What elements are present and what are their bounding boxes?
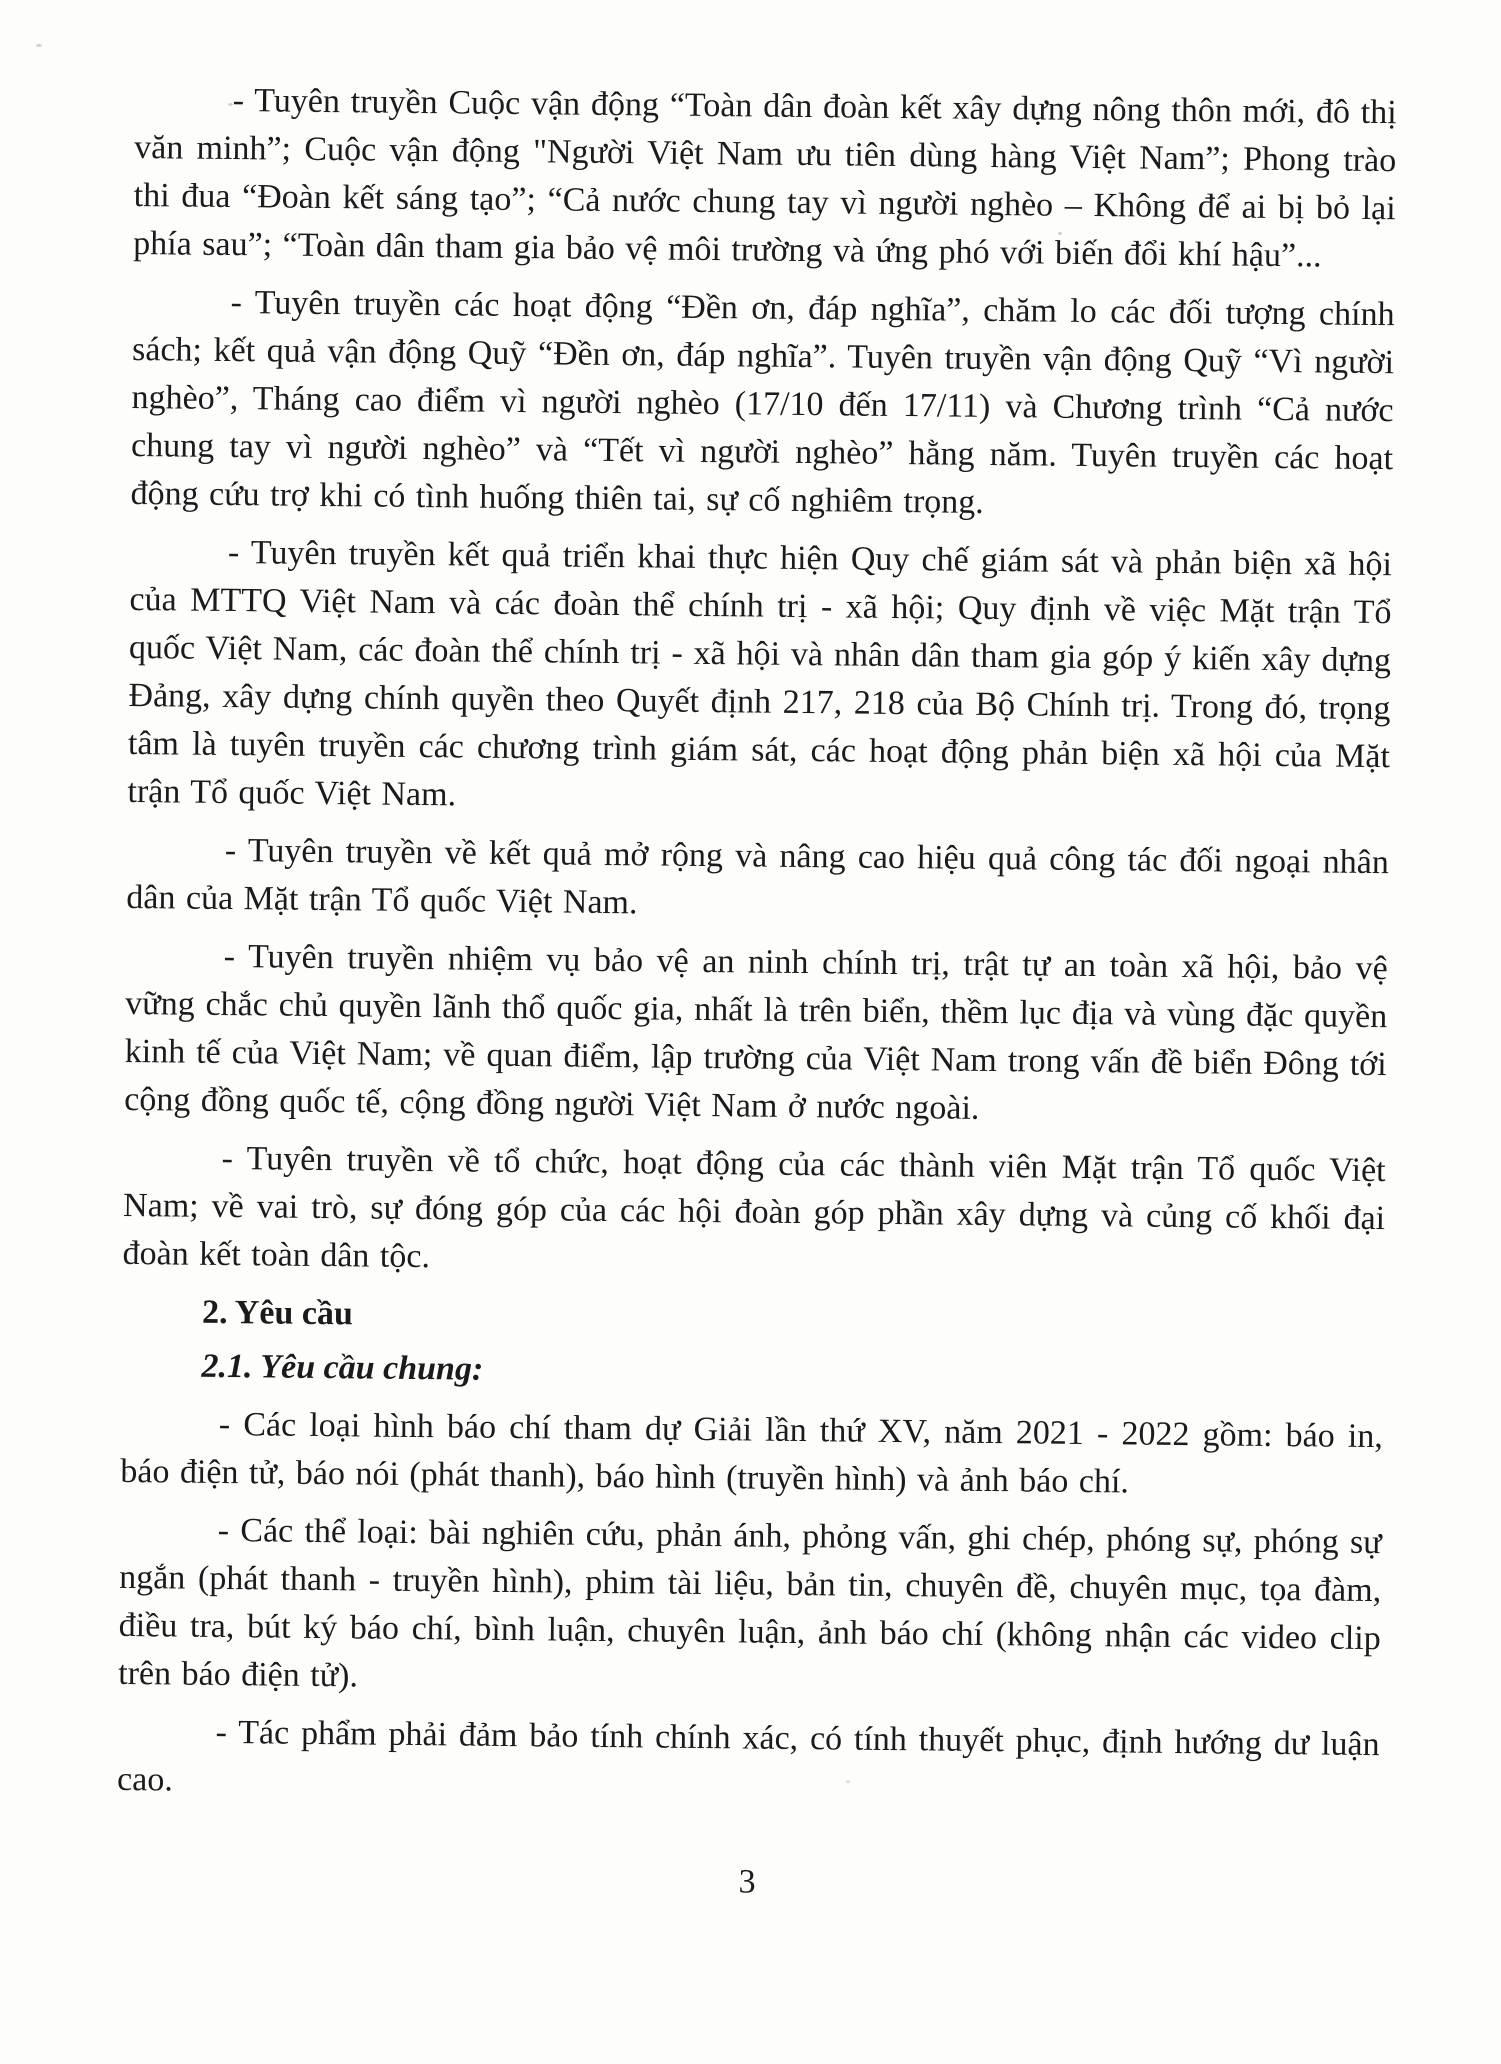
paragraph-gratitude-activities: - Tuyên truyền các hoạt động “Đền ơn, đáp nghĩa”, chăm lo các đối tượng chính sách; kết quả vận động Quỹ “Đền ơn, đáp nghĩa”. Tuyên truyền vận động Quỹ “Vì người nghèo”, Tháng cao điểm vì người nghèo (17/10 đến 17/11) và Chương trình “Cả nước chung tay vì người nghèo” và “Tết vì người nghèo” hằng năm. Tuyên truyền các hoạt động cứu trợ khi có tình huống thiên tai, sự cố nghiêm trọng. (130, 284, 1395, 521)
scan-speckle (36, 44, 42, 47)
page-content (116, 76, 1397, 1909)
paragraph-foreign-affairs: - Tuyên truyền về kết quả mở rộng và nâng cao hiệu quả công tác đối ngoại nhân dân của Mặt trận Tổ quốc Việt Nam. (126, 831, 1390, 922)
paragraph-member-organizations: - Tuyên truyền về tổ chức, hoạt động của các thành viên Mặt trận Tổ quốc Việt Nam; về vai trò, sự đóng góp của các hội đoàn góp phần xây dựng và củng cố khối đại đoàn kết toàn dân tộc. (122, 1139, 1386, 1276)
paragraph-national-security: - Tuyên truyền nhiệm vụ bảo vệ an ninh chính trị, trật tự an toàn xã hội, bảo vệ vững chắc chủ quyền lãnh thổ quốc gia, nhất là trên biển, thềm lục địa và vùng đặc quyền kinh tế của Việt Nam; về quan điểm, lập trường của Việt Nam trong vấn đề biển Đông tới cộng đồng quốc tế, cộng đồng người Việt Nam ở nước ngoài. (124, 937, 1388, 1127)
subsection-heading-general-requirements: 2.1. Yêu cầu chung: (201, 1347, 484, 1388)
paragraph-supervision-results: - Tuyên truyền kết quả triển khai thực hiện Quy chế giám sát và phản biện xã hội của MTTQ Việt Nam và các đoàn thể chính trị - xã hội; Quy định về việc Mặt trận Tổ quốc Việt Nam, các đoàn thể chính trị - xã hội và nhân dân tham gia góp ý kiến xây dựng Đảng, xây dựng chính quyền theo Quyết định 217, 218 của Bộ Chính trị. Trong đó, trọng tâm là tuyên truyền các chương trình giám sát, các hoạt động phản biện xã hội của Mặt trận Tổ quốc Việt Nam. (127, 534, 1393, 814)
paragraph-press-types: - Các loại hình báo chí tham dự Giải lần thứ XV, năm 2021 - 2022 gồm: báo in, báo điện tử, báo nói (phát thanh), báo hình (truyền hình) và ảnh báo chí. (120, 1405, 1384, 1501)
page-number: 3 (738, 1863, 756, 1901)
paragraph-genres: - Các thể loại: bài nghiên cứu, phản ánh, phỏng vấn, ghi chép, phóng sự, phóng sự ngắn (phát thanh - truyền hình), phim tài liệu, bản tin, chuyên đề, chuyên mục, tọa đàm, điều tra, bút ký báo chí, bình luận, chuyên luận, ảnh báo chí (không nhận các video clip trên báo điện tử). (118, 1511, 1382, 1695)
paragraph-accuracy-requirement: - Tác phẩm phải đảm bảo tính chính xác, có tính thuyết phục, định hướng dư luận cao. (116, 1713, 1380, 1799)
section-heading-requirements: 2. Yêu cầu (201, 1293, 354, 1333)
paragraph-propaganda-movements: - Tuyên truyền Cuộc vận động “Toàn dân đoàn kết xây dựng nông thôn mới, đô thị văn minh”; Cuộc vận động "Người Việt Nam ưu tiên dùng hàng Việt Nam”; Phong trào thi đua “Đoàn kết sáng tạo”; “Cả nước chung tay vì người nghèo – Không để ai bị bỏ lại phía sau”; “Toàn dân tham gia bảo vệ môi trường và ứng phó với biến đổi khí hậu”... (133, 82, 1397, 275)
